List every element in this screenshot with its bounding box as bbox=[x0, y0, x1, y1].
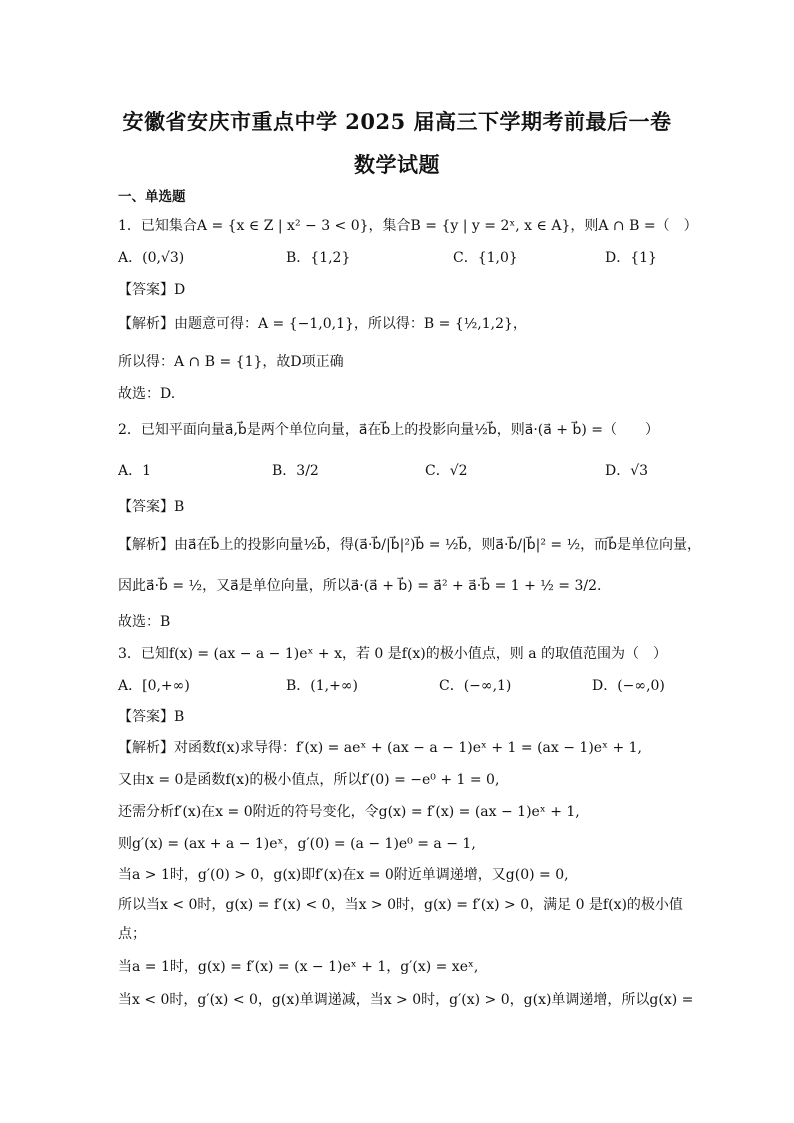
q2-option-d: D．√3 bbox=[605, 463, 649, 479]
document-title: 安徽省安庆市重点中学 2025 届高三下学期考前最后一卷 bbox=[122, 109, 672, 134]
q3-answer: 【答案】B bbox=[118, 709, 185, 725]
q3-analysis-line: 当x < 0时，g′(x) < 0，g(x)单调递减，当x > 0时，g′(x) > 0，g(x)单调递增，所以g(x) = bbox=[118, 992, 694, 1008]
q2-option-c: C．√2 bbox=[425, 463, 468, 479]
q3-analysis-line: 【解析】对函数f(x)求导得：f′(x) = aeˣ + (ax − a − 1)eˣ + 1 = (ax − 1)eˣ + 1, bbox=[118, 740, 642, 756]
q3-analysis-line: 还需分析f′(x)在x = 0附近的符号变化，令g(x) = f′(x) = (ax − 1)eˣ + 1, bbox=[118, 804, 580, 820]
q2-analysis-line: 因此a⃗·b⃗ = ½，又a⃗是单位向量，所以a⃗·(a⃗ + b⃗) = a⃗² + a⃗·b⃗ = 1 + ½ = 3/2. bbox=[118, 578, 602, 594]
q1-option-a: A．(0,√3) bbox=[118, 250, 185, 266]
q3-stem: 3．已知f(x) = (ax − a − 1)eˣ + x，若 0 是f(x)的极小值点，则 a 的取值范围为（ ） bbox=[118, 646, 668, 662]
section-heading: 一、单选题 bbox=[118, 189, 186, 205]
q2-analysis-line: 故选：B bbox=[118, 614, 171, 630]
q3-analysis-line: 当a > 1时，g′(0) > 0，g(x)即f′(x)在x = 0附近单调递增，又g(0) = 0, bbox=[118, 867, 569, 883]
q3-analysis-line: 点； bbox=[118, 926, 146, 942]
q3-option-c: C．(−∞,1) bbox=[439, 678, 512, 694]
q3-analysis-line: 所以当x < 0时，g(x) = f′(x) < 0，当x > 0时，g(x) = f′(x) > 0，满足 0 是f(x)的极小值 bbox=[118, 897, 683, 913]
q3-analysis-line: 当a = 1时，g(x) = f′(x) = (x − 1)eˣ + 1，g′(x) = xeˣ, bbox=[118, 959, 479, 975]
q2-option-b: B．3/2 bbox=[272, 463, 319, 479]
q2-option-a: A．1 bbox=[118, 463, 152, 479]
q3-option-b: B．(1,+∞) bbox=[286, 678, 358, 694]
q1-option-b: B．{1,2} bbox=[286, 250, 351, 266]
q3-analysis-line: 则g′(x) = (ax + a − 1)eˣ，g′(0) = (a − 1)e⁰ = a − 1, bbox=[118, 836, 476, 852]
q2-analysis-line: 【解析】由a⃗在b⃗上的投影向量½b⃗，得(a⃗·b⃗/|b⃗|²)b⃗ = ½b⃗，则a⃗·b⃗/|b⃗|² = ½，而b⃗是单位向量， bbox=[118, 537, 702, 553]
q3-analysis-line: 又由x = 0是函数f(x)的极小值点，所以f′(0) = −e⁰ + 1 = 0, bbox=[118, 772, 500, 788]
q1-analysis-line: 【解析】由题意可得：A = {−1,0,1}，所以得：B = {½,1,2}， bbox=[118, 316, 527, 332]
q1-stem: 1．已知集合A = {x ∈ Z | x² − 3 < 0}，集合B = {y | y = 2ˣ, x ∈ A}，则A ∩ B =（ ） bbox=[118, 218, 698, 234]
q1-analysis-line: 故选：D. bbox=[118, 386, 176, 402]
q3-option-a: A．[0,+∞) bbox=[118, 678, 190, 694]
q3-option-d: D．(−∞,0) bbox=[592, 678, 665, 694]
q1-answer: 【答案】D bbox=[118, 282, 186, 298]
q2-answer: 【答案】B bbox=[118, 499, 185, 515]
q1-analysis-line: 所以得：A ∩ B = {1}，故D项正确 bbox=[118, 354, 344, 370]
q1-option-c: C．{1,0} bbox=[453, 250, 518, 266]
q2-stem: 2．已知平面向量a⃗,b⃗是两个单位向量，a⃗在b⃗上的投影向量½b⃗，则a⃗·(a⃗ + b⃗) =（ ） bbox=[118, 422, 659, 438]
document-subtitle: 数学试题 bbox=[354, 152, 440, 177]
q1-option-d: D．{1} bbox=[605, 250, 657, 266]
